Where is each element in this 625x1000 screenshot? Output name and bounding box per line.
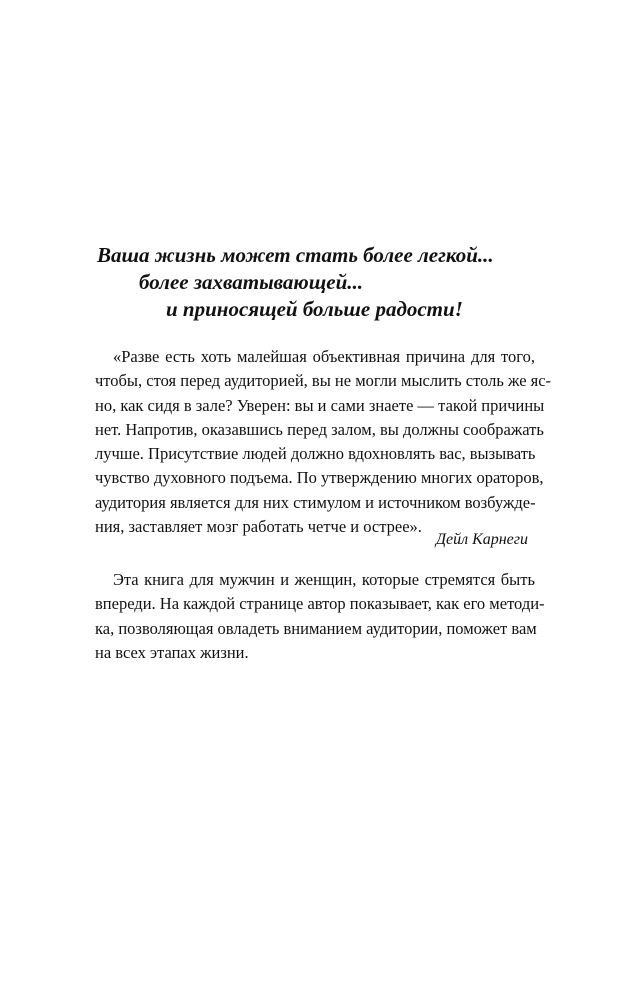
tagline-line-1: Ваша жизнь может стать более легкой... xyxy=(97,243,494,267)
blurb-line: Эта книга для мужчин и женщин, которые стремятся быть xyxy=(113,570,535,589)
blurb-line: на всех этапах жизни. xyxy=(95,642,249,662)
carnegie-quote xyxy=(95,345,552,539)
quote-line: чтобы, стоя перед аудиторией, вы не могли мыслить столь же яс- xyxy=(95,371,552,391)
quote-line: но, как сидя в зале? Уверен: вы и сами знаете — такой причины xyxy=(95,395,545,415)
tagline-line-2: более захватывающей... xyxy=(139,270,363,294)
blurb-line: ка, позволяющая овладеть вниманием аудитории, поможет вам xyxy=(95,618,537,638)
quote-line: чувство духовного подъема. По утверждению многих ораторов, xyxy=(95,468,544,488)
blurb-line: впереди. На каждой странице автор показывает, как его методи- xyxy=(95,594,545,614)
quote-line: аудитория является для них стимулом и источником возбужде- xyxy=(95,492,536,512)
quote-line: «Разве есть хоть малейшая объективная причина для того, xyxy=(113,347,535,366)
quote-line: лучше. Присутствие людей должно вдохновлять вас, вызывать xyxy=(95,444,536,464)
quote-line: нет. Напротив, оказавшись перед залом, вы должны соображать xyxy=(95,419,544,439)
quote-author: Дейл Карнеги xyxy=(435,531,528,548)
quote-line: ния, заставляет мозг работать четче и острее». xyxy=(95,517,422,537)
tagline-line-3: и приносящей больше радости! xyxy=(166,297,463,321)
book-blurb xyxy=(95,568,545,665)
